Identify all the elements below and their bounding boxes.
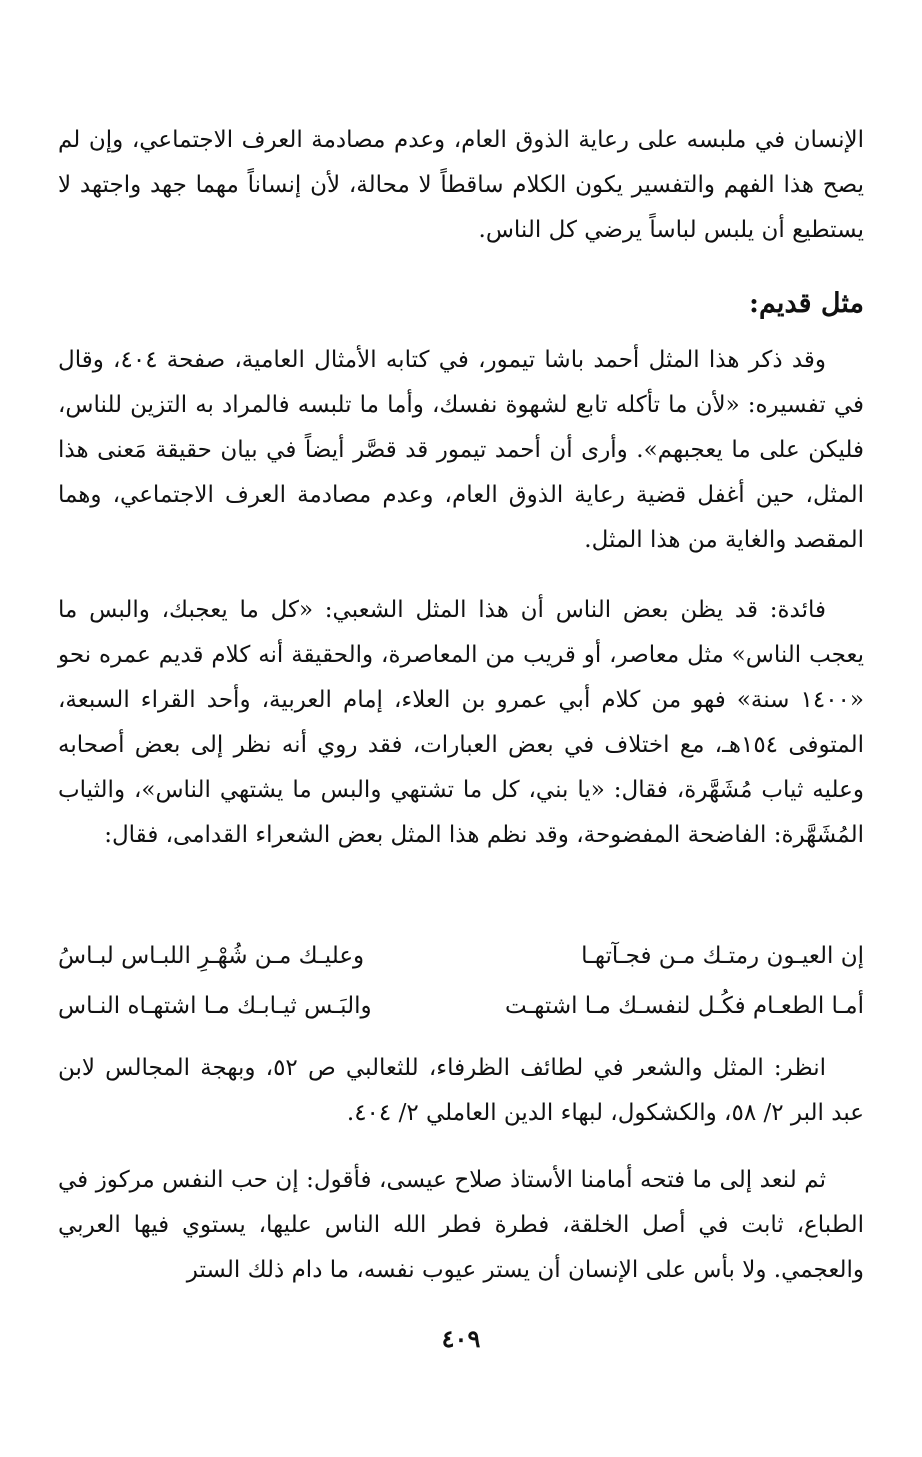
verse-1-first-hemistich: إن العيـون رمتـك مـن فجـآتهـا [581, 943, 864, 969]
intro-paragraph: الإنسان في ملبسه على رعاية الذوق العام، وعدم مصادمة العرف الاجتماعي، وإن لم يصح هذا الفهم والتفسير يكون الكلام ساقطاً لا محالة، لأن إنساناً مهما جهد واجتهد لا يستطيع أن يلبس لباساً يرضي كل الناس. [58, 127, 864, 243]
body-paragraph-1: وقد ذكر هذا المثل أحمد باشا تيمور، في كتابه الأمثال العامية، صفحة ٤٠٤، وقال في تفسيره: «لأن ما تأكله تابع لشهوة نفسك، وأما ما تلبسه فالمراد به التزين للناس، فليكن على ما يعجبهم». وأرى أن أحمد تيمور قد قصَّر أيضاً في بيان حقيقة مَعنى هذا المثل، حين أغفل قضية رعاية الذوق العام، وعدم مصادمة العرف الاجتماعي، وهما المقصد والغاية من هذا المثل. [58, 347, 864, 553]
page-number: ٤٠٩ [441, 1324, 481, 1353]
poem-verse-2 [58, 984, 864, 1028]
poem-verse-1 [58, 934, 864, 978]
verse-1-second-hemistich: وعليـك مـن شُهْـرِ اللبـاس لبـاسُ [58, 943, 365, 969]
verse-2-first-hemistich: أمـا الطعـام فكُـل لنفسـك مـا اشتهـت [504, 993, 864, 1019]
section-heading: مثل قديم: [749, 288, 864, 319]
closing-paragraph: ثم لنعد إلى ما فتحه أمامنا الأستاذ صلاح عيسى، فأقول: إن حب النفس مركوز في الطباع، ثابت في أصل الخلقة، فطرة فطر الله الناس عليها، يستوي فيها العربي والعجمي. ولا بأس على الإنسان أن يستر عيوب نفسه، ما دام ذلك الستر [58, 1167, 864, 1283]
verse-2-second-hemistich: والبَـس ثيـابـك مـا اشتهـاه النـاس [58, 993, 372, 1019]
body-paragraph-2: فائدة: قد يظن بعض الناس أن هذا المثل الشعبي: «كل ما يعجبك، والبس ما يعجب الناس» مثل معاصر، أو قريب من المعاصرة، والحقيقة أنه كلام قديم عمره نحو «١٤٠٠ سنة» فهو من كلام أبي عمرو بن العلاء، إمام العربية، وأحد القراء السبعة، المتوفى ١٥٤هـ، مع اختلاف في بعض العبارات، فقد روي أنه نظر إلى بعض أصحابه وعليه ثياب مُشَهَّرة، فقال: «يا بني، كل ما تشتهي والبس ما يشتهي الناس»، والثياب المُشَهَّرة: الفاضحة المفضوحة، وقد نظم هذا المثل بعض الشعراء القدامى، فقال: [58, 597, 864, 848]
reference-note: انظر: المثل والشعر في لطائف الظرفاء، للثعالبي ص ٥٢، وبهجة المجالس لابن عبد البر ٢/ ٥٨، والكشكول، لبهاء الدين العاملي ٢/ ٤٠٤. [58, 1055, 864, 1126]
